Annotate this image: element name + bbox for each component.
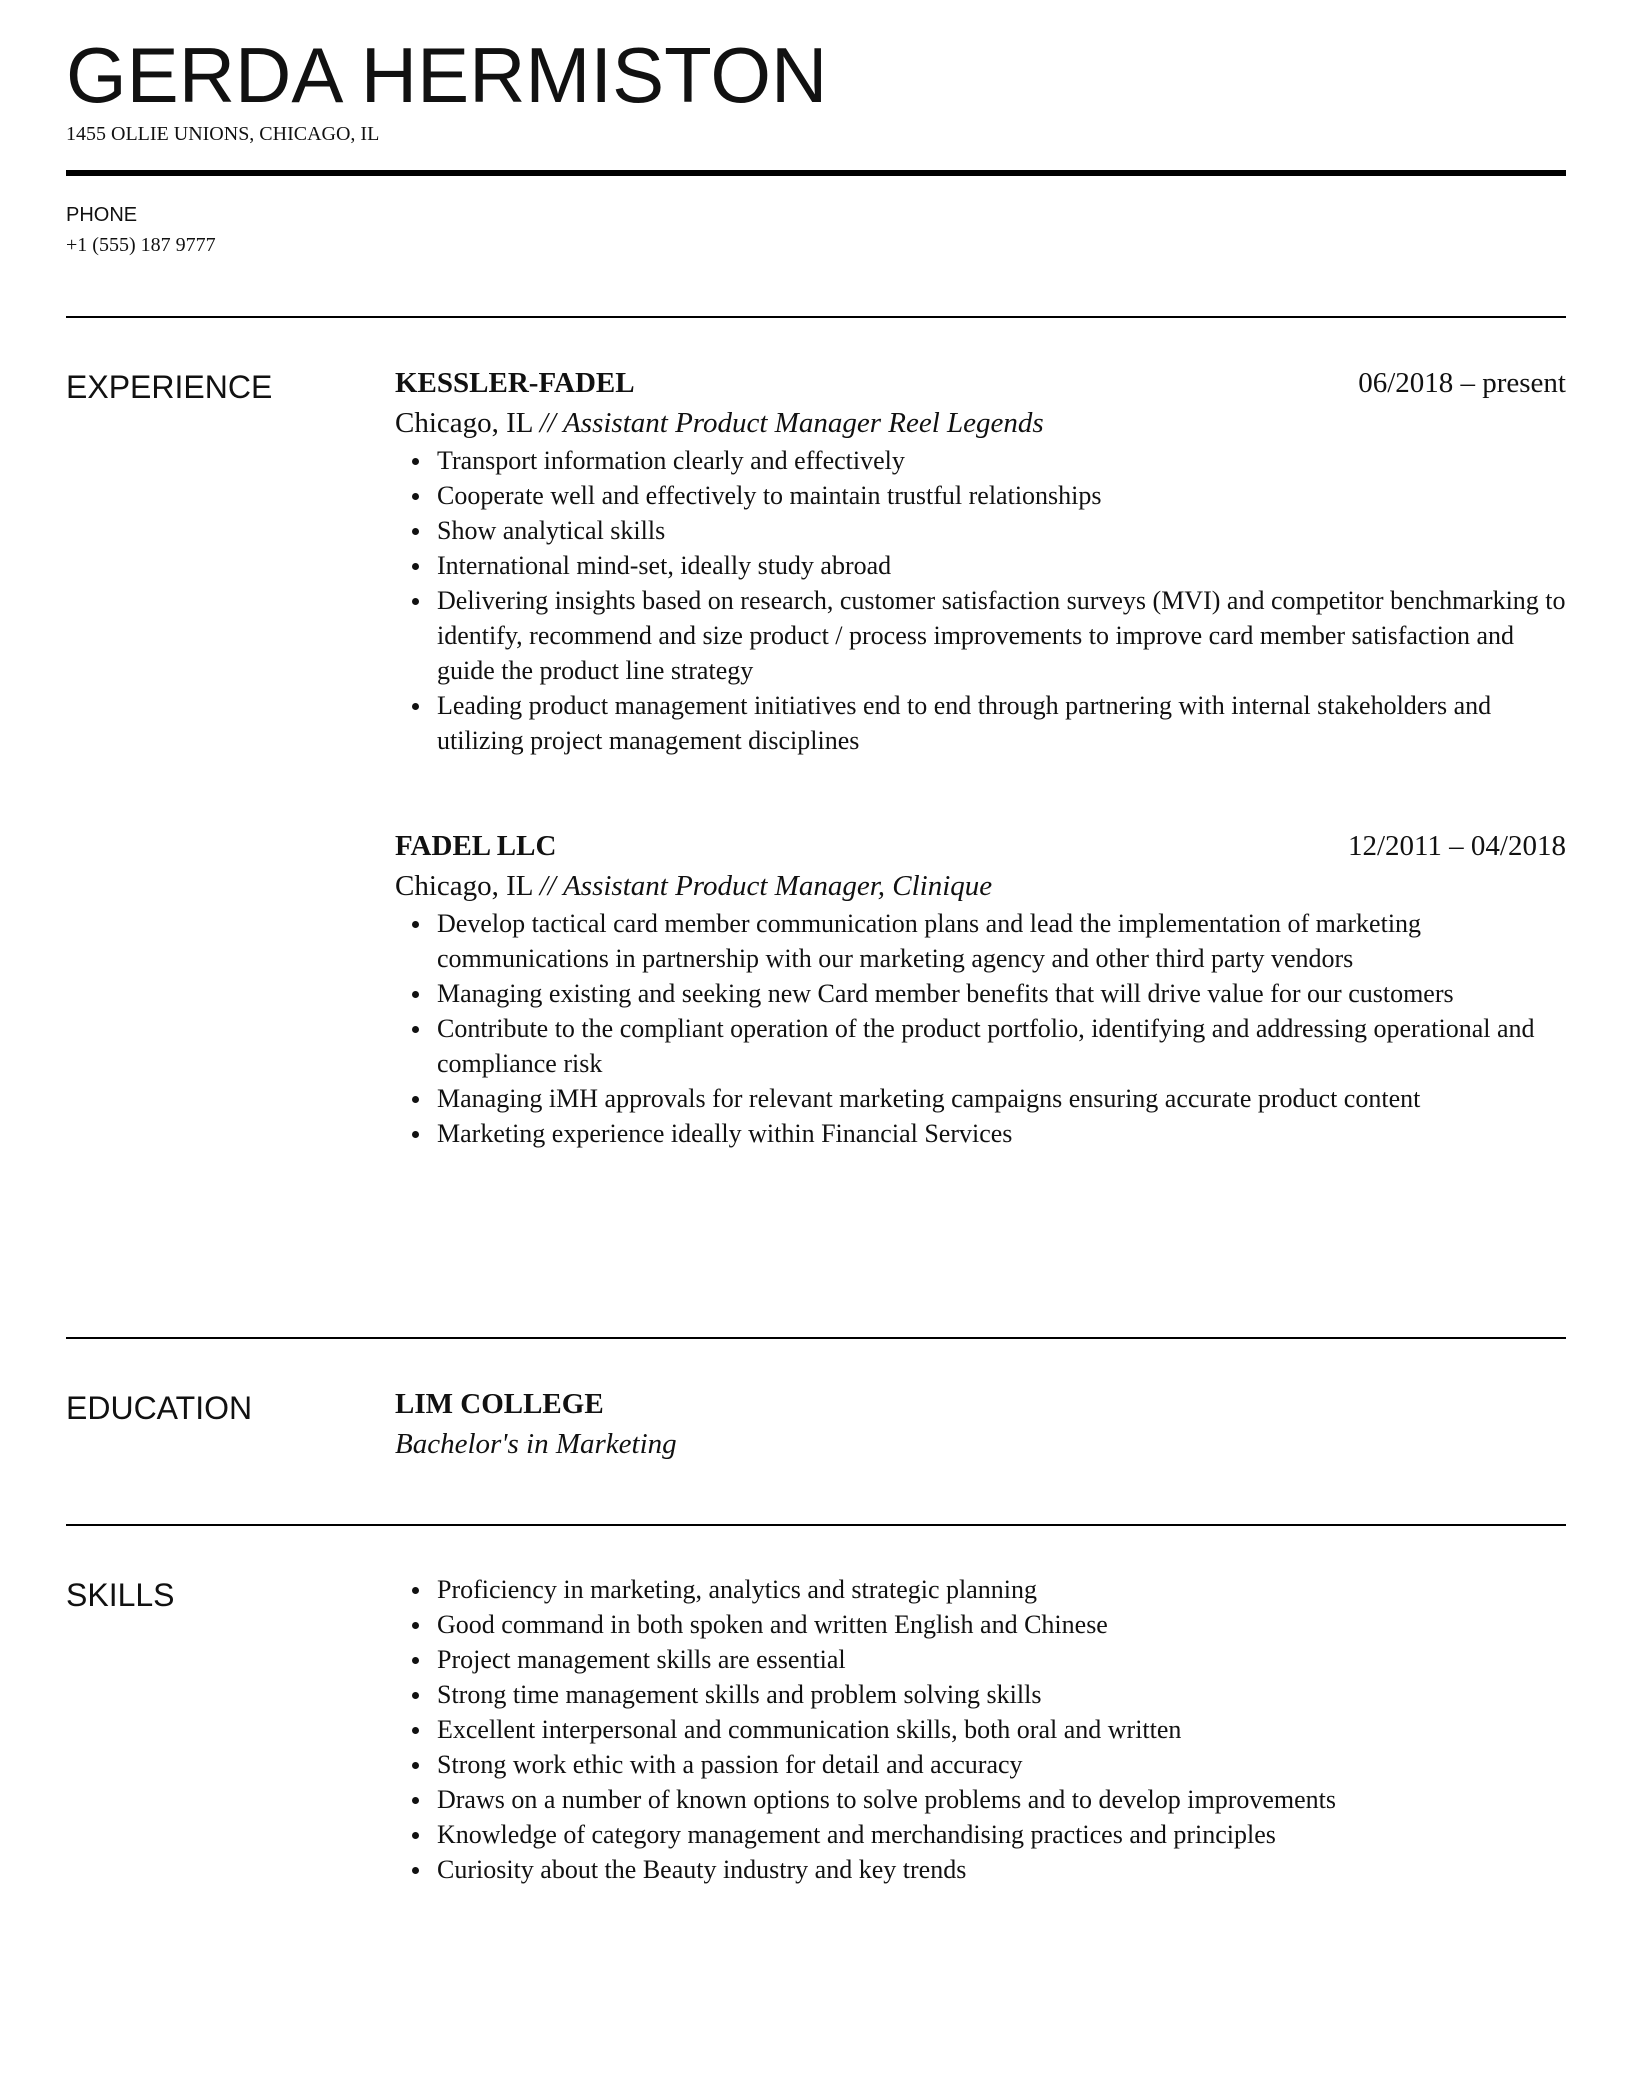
job-dates: 06/2018 – present <box>1358 367 1566 399</box>
job-role: Assistant Product Manager Reel Legends <box>563 407 1044 439</box>
education-header <box>395 1384 1566 1424</box>
job-bullets <box>395 443 1566 758</box>
company-name: FADEL LLC <box>395 830 557 862</box>
list-item: Draws on a number of known options to solve problems and to develop improvements <box>395 1782 1566 1817</box>
skills-section-title: SKILLS <box>66 1577 175 1613</box>
job-header <box>395 363 1566 403</box>
skills-list <box>395 1572 1566 1887</box>
job-role: Assistant Product Manager, Clinique <box>563 870 993 902</box>
experience-section-title: EXPERIENCE <box>66 369 273 405</box>
list-item: Managing iMH approvals for relevant marketing campaigns ensuring accurate product content <box>395 1081 1566 1116</box>
job-subline <box>395 866 1566 906</box>
list-item: Transport information clearly and effectively <box>395 443 1566 478</box>
education-divider <box>66 1337 1566 1339</box>
list-item: Excellent interpersonal and communication skills, both oral and written <box>395 1712 1566 1747</box>
list-item: Knowledge of category management and merchandising practices and principles <box>395 1817 1566 1852</box>
job-dates: 12/2011 – 04/2018 <box>1347 830 1566 862</box>
list-item: Leading product management initiatives end to end through partnering with internal stakeholders and utilizing project management disciplines <box>395 688 1566 758</box>
list-item: Contribute to the compliant operation of the product portfolio, identifying and addressing operational and compliance risk <box>395 1011 1566 1081</box>
list-item: International mind-set, ideally study abroad <box>395 548 1566 583</box>
list-item: Show analytical skills <box>395 513 1566 548</box>
list-item: Strong work ethic with a passion for detail and accuracy <box>395 1747 1566 1782</box>
phone-value: +1 (555) 187 9777 <box>66 234 216 256</box>
job-entry <box>395 363 1566 758</box>
candidate-address: 1455 OLLIE UNIONS, CHICAGO, IL <box>66 123 380 145</box>
list-item: Good command in both spoken and written English and Chinese <box>395 1607 1566 1642</box>
job-location: Chicago, IL <box>395 407 533 439</box>
job-subline <box>395 403 1566 443</box>
job-separator: // <box>539 407 556 439</box>
list-item: Strong time management skills and problem solving skills <box>395 1677 1566 1712</box>
candidate-name: GERDA HERMISTON <box>66 31 828 119</box>
list-item: Marketing experience ideally within Financial Services <box>395 1116 1566 1151</box>
education-entry <box>395 1384 1566 1464</box>
list-item: Project management skills are essential <box>395 1642 1566 1677</box>
list-item: Cooperate well and effectively to maintain trustful relationships <box>395 478 1566 513</box>
list-item: Proficiency in marketing, analytics and strategic planning <box>395 1572 1566 1607</box>
skills-entry <box>395 1572 1566 1887</box>
skills-divider <box>66 1524 1566 1526</box>
job-bullets <box>395 906 1566 1151</box>
company-name: KESSLER-FADEL <box>395 367 635 399</box>
phone-label: PHONE <box>66 204 138 226</box>
school-name: LIM COLLEGE <box>395 1388 604 1420</box>
job-separator: // <box>539 870 556 902</box>
job-header <box>395 826 1566 866</box>
degree: Bachelor's in Marketing <box>395 1428 677 1460</box>
job-location: Chicago, IL <box>395 870 533 902</box>
list-item: Develop tactical card member communication plans and lead the implementation of marketing communications in partnership with our marketing agency and other third party vendors <box>395 906 1566 976</box>
job-entry <box>395 826 1566 1151</box>
experience-divider <box>66 316 1566 318</box>
header-divider <box>66 170 1566 176</box>
list-item: Delivering insights based on research, customer satisfaction surveys (MVI) and competitor benchmarking to identify, recommend and size product / process improvements to improve card member satisfaction and guide the product line strategy <box>395 583 1566 688</box>
education-section-title: EDUCATION <box>66 1390 253 1426</box>
list-item: Curiosity about the Beauty industry and key trends <box>395 1852 1566 1887</box>
list-item: Managing existing and seeking new Card member benefits that will drive value for our customers <box>395 976 1566 1011</box>
